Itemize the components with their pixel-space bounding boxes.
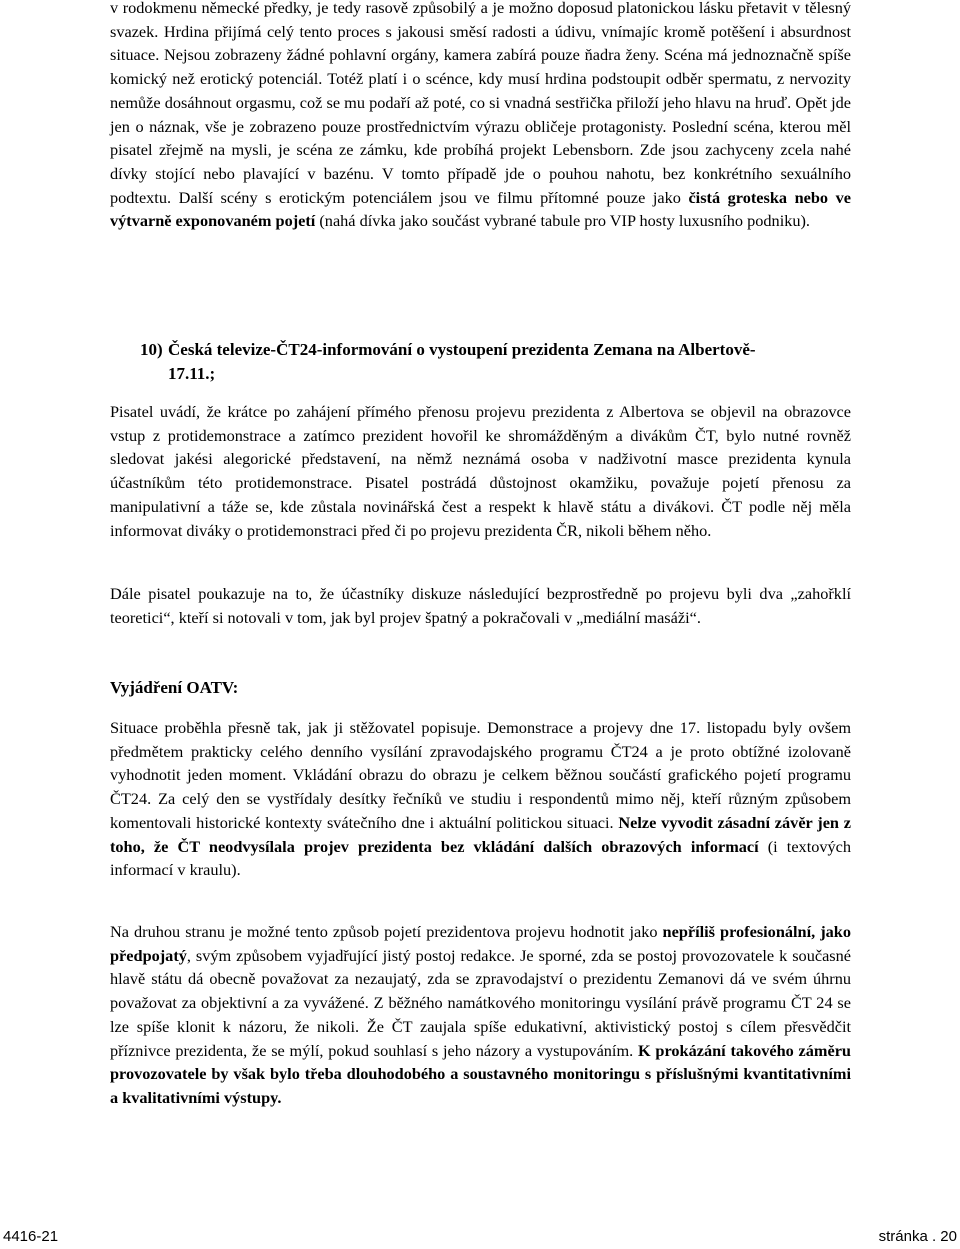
intro-text-1: v rodokmenu německé předky, je tedy rasově způsobilý a je možno doposud platonickou lásku přetavit v tělesný svazek. Hrdina přijímá celý tento proces s jakousi směsí radosti a údivu, vnímajíc kromě potěšení i absurdnost situace. Nejsou zobrazeny žádné pohlavní orgány, kamera zabírá pouze ňadra ženy. Scéna má jednoznačně spíše komický než erotický potenciál. Totéž platí i o scénce, kdy musí hrdina podstoupit odběr spermatu, z nervozity nemůže dosáhnout orgasmu, což se mu podaří až poté, co si vnadná sestřička přiloží jeho hlavu na hruď. Opět jde jen o náznak, vše je zobrazeno pouze prostřednictvím výrazu obličeje protagonisty. Poslední scéna, kterou měl pisatel zřejmě na mysli, je scéna ze zámku, kde probíhá projekt Lebensborn. Zde jsou zachyceny zcela nahé dívky stojící nebo plavající v bazénu. V tomto případě jde o pouhou nahotu, bez konkrétního sexuálního podtextu. Další scény s erotickým potenciálem jsou ve filmu přítomné pouze jako (110, 0, 851, 207)
complaint-paragraph-2: Dále pisatel poukazuje na to, že účastníky diskuze následující bezprostředně po projevu byli dva „zahořklí teoretici“, kteří si notovali v tom, jak byl projev špatný a pokračovali v „mediální masáži“. (110, 584, 851, 627)
oatv-paragraph-1 (110, 716, 851, 882)
intro-paragraph (110, 0, 851, 233)
oatv-paragraph-2 (110, 920, 851, 1110)
oatv-p1-bold: Nelze vyvodit zásadní závěr jen z toho, že ČT neodvysílala projev prezidenta bez vkládání dalších obrazových informací (110, 812, 851, 856)
section-heading (140, 338, 851, 386)
oatv-p2-text-a: Na druhou stranu je možné tento způsob pojetí prezidentova projevu hodnotit jako (110, 922, 663, 941)
oatv-p1-text-a: Situace proběhla přesně tak, jak ji stěžovatel popisuje. Demonstrace a projevy dne 17. listopadu byly ovšem předmětem prakticky celého denního vysílání zpravodajského programu ČT24 a je proto obtížné izolovaně vyhodnotit jeden moment. Vkládání obrazu do obrazu je celkem běžnou součástí grafického pojetí programu ČT24. Za celý den se vystřídaly desítky řečníků ve studiu i respondentů mimo něj, kteří různým způsobem komentovali historické kontexty svátečního dne i aktuální politickou situaci. (110, 718, 851, 832)
oatv-p2-bold-1: nepříliš profesionální, jako předpojatý (110, 922, 852, 965)
oatv-p2-text-b: , svým způsobem vyjadřující jistý postoj redakce. Je sporné, zda se postoj provozovatele k současné hlavě státu dá obecně považovat za nezaujatý, zda se zpravodajství o prezidentu Zemanovi dá ve svém úhrnu považovat za objektivní a za vyvážené. Z běžného namátkového monitoringu vysílání právě programu ČT 24 se lze spíše klonit k názoru, že nikoli. Že ČT zaujala spíše edukativní, aktivistický postoj s cílem přesvědčit příznivce prezidenta, že se mýlí, pokud souhlasí s jeho názory a vystupováním. (110, 945, 851, 1060)
section-title-line2: 17.11.; (168, 364, 216, 383)
oatv-heading: Vyjádření OATV: (110, 678, 239, 697)
complaint-paragraph-1: Pisatel uvádí, že krátce po zahájení přímého přenosu projevu prezidenta z Albertova se objevil na obrazovce vstup z protidemonstrace a zatímco prezident hovořil ke shromážděným a divákům ČT, bylo nutné rovněž sledovat jakési alegorické představení, na němž neznámá osoba v nadživotní masce prezidenta kynula účastníkům této protidemonstrace. Pisatel postrádá důstojnost okamžiku, považuje pojetí přenosu za manipulativní a táže se, kde zůstala novinářská čest a respekt k hlavě státu a divákovi. ČT podle něj měla informovat diváky o protidemonstraci před či po projevu prezidenta ČR, nikoli během něho. (110, 402, 851, 540)
oatv-p2-bold-2: K prokázání takového záměru provozovatele by však bylo třeba dlouhodobého a soustavného monitoringu s příslušnými kvantitativními a kvalitativními výstupy. (110, 1040, 851, 1107)
footer-document-number: 4416-21 (3, 1228, 59, 1245)
section-number: 10) (140, 340, 163, 359)
section-title-line1: Česká televize-ČT24-informování o vystoupení prezidenta Zemana na Albertově- (168, 340, 756, 359)
intro-bold-text: čistá groteska nebo ve výtvarně exponovaném pojetí (110, 187, 851, 231)
footer-page-number: stránka . 20 (878, 1228, 957, 1245)
intro-text-2: (nahá dívka jako součást vybrané tabule pro VIP hosty luxusního podniku). (315, 211, 810, 231)
oatv-p1-text-b: (i textových informací v kraulu). (110, 836, 852, 880)
